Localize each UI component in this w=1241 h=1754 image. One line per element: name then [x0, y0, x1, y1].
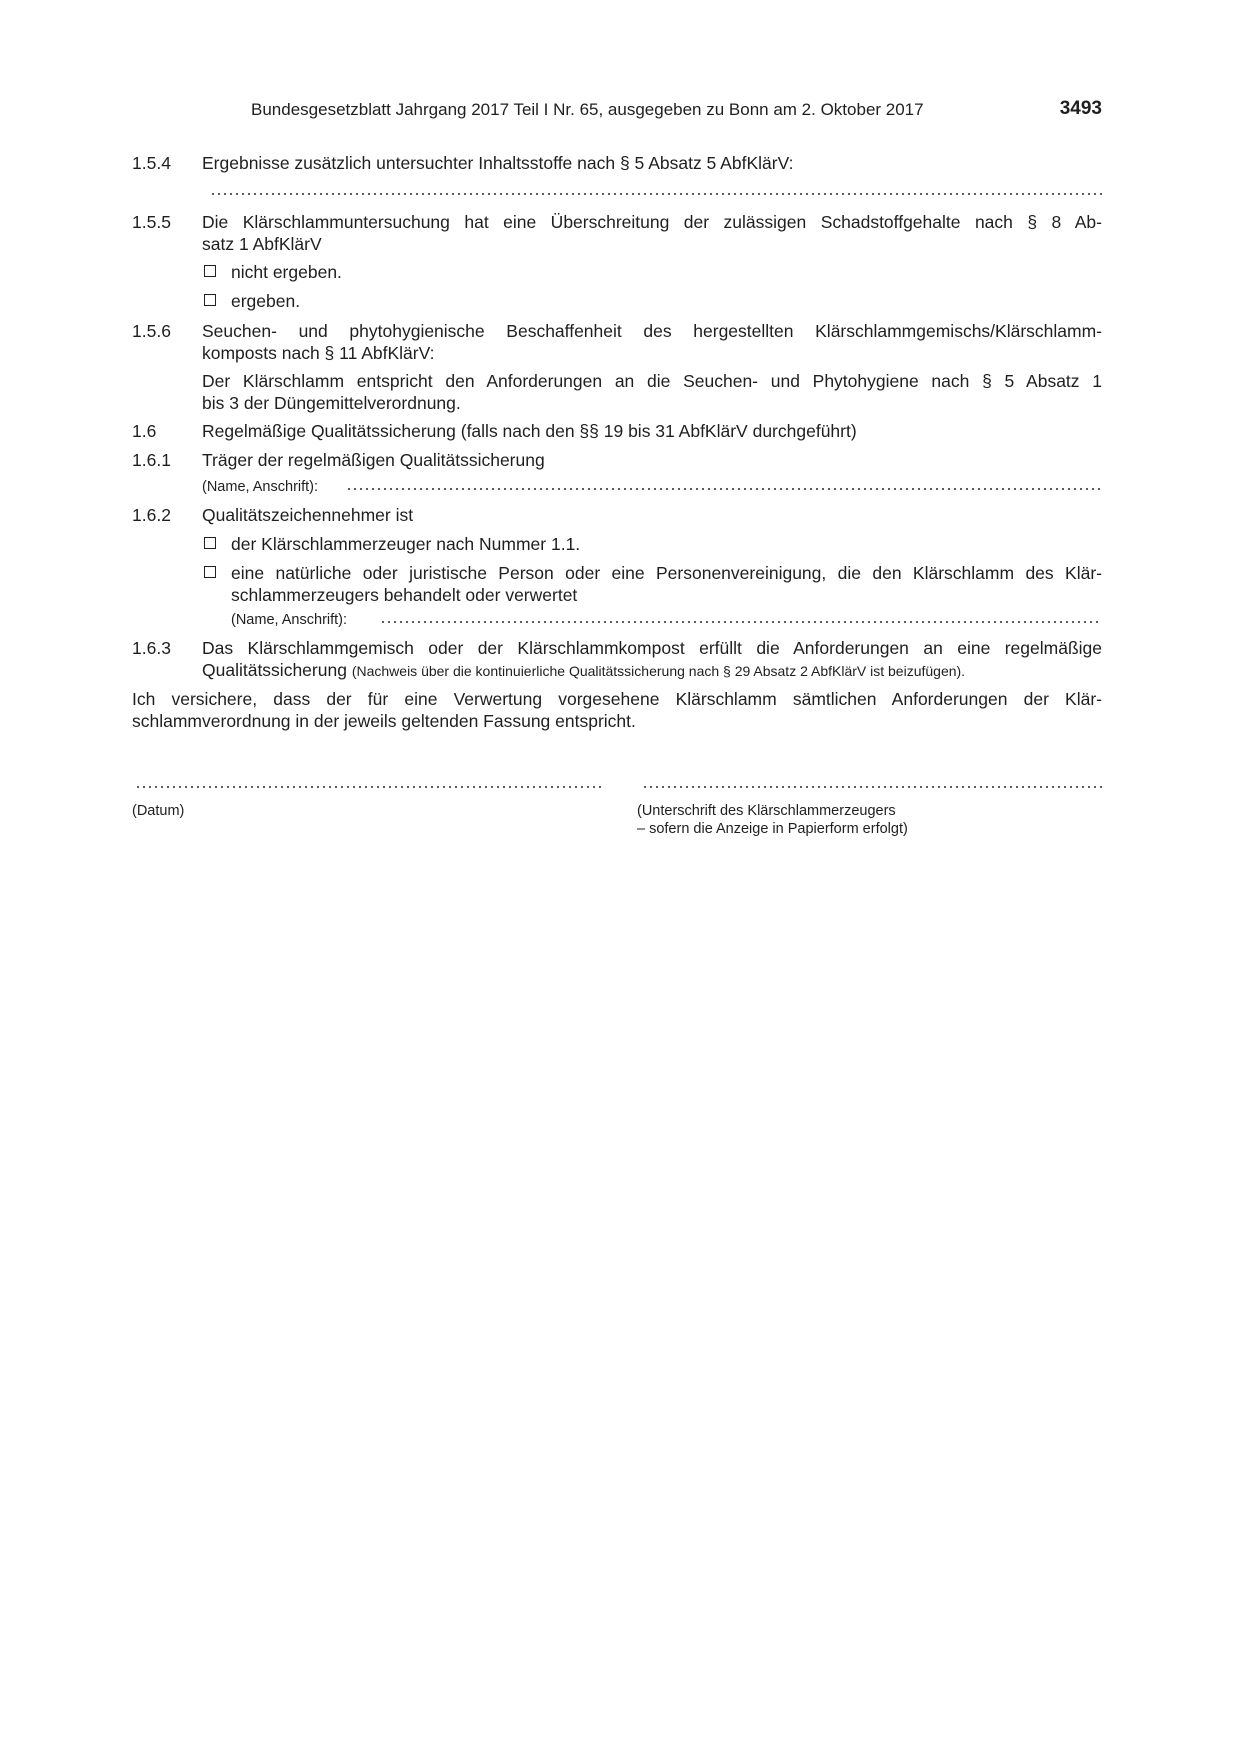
signature-fill-line[interactable] [642, 781, 1102, 793]
date-label: (Datum) [132, 803, 185, 819]
section-text-main: Qualitätssicherung [202, 660, 347, 680]
section-number: 1.6.2 [132, 505, 171, 525]
checkbox-icon[interactable] [204, 294, 216, 306]
fill-line-name-address[interactable] [346, 483, 1102, 495]
signature-label-line1: (Unterschrift des Klärschlammerzeugers [637, 803, 896, 819]
option-label-line1: eine natürliche oder juristische Person oder eine Personenvereinigung, die den Klärschlamm des Klär- [231, 563, 1102, 583]
option-label: ergeben. [231, 291, 301, 311]
section-text: Qualitätszeichennehmer ist [202, 505, 414, 525]
section-text-line1: Das Klärschlammgemisch oder der Klärschlammkompost erfüllt die Anforderungen an eine regelmäßige [202, 638, 1102, 658]
option-label: der Klärschlammerzeuger nach Nummer 1.1. [231, 534, 581, 554]
option-person[interactable] [202, 562, 1102, 606]
section-text-line1: Seuchen- und phytohygienische Beschaffenheit des hergestellten Klärschlammgemischs/Klärschlamm- [202, 321, 1102, 341]
option-label-line2: schlammerzeugers behandelt oder verwertet [231, 585, 578, 605]
section-number: 1.5.4 [132, 153, 171, 173]
page-number: 3493 [1059, 98, 1102, 119]
field-label-name-address: (Name, Anschrift): [231, 612, 348, 628]
section-text-note: (Nachweis über die kontinuierliche Qualitätssicherung nach § 29 Absatz 2 AbfKlärV ist beizufügen). [351, 663, 966, 679]
checkbox-icon[interactable] [204, 537, 216, 549]
section-number: 1.6 [132, 421, 157, 441]
section-1-6-3 [132, 637, 1102, 681]
section-text-line2 [202, 659, 1102, 682]
field-label-name-address: (Name, Anschrift): [202, 479, 319, 495]
section-text: Träger der regelmäßigen Qualitätssicherung [202, 450, 545, 470]
section-text-line1: Die Klärschlammuntersuchung hat eine Überschreitung der zulässigen Schadstoffgehalte nach § 8 Ab- [202, 212, 1102, 232]
section-number: 1.6.3 [132, 638, 171, 658]
section-number: 1.5.6 [132, 321, 171, 341]
fill-line-name-address[interactable] [380, 616, 1102, 628]
section-text-line2: satz 1 AbfKlärV [202, 234, 322, 254]
signature-label-line2: – sofern die Anzeige in Papierform erfolgt) [637, 821, 908, 837]
section-text: Regelmäßige Qualitätssicherung (falls nach den §§ 19 bis 31 AbfKlärV durchgeführt) [202, 421, 857, 441]
section-1-5-6 [132, 320, 1102, 364]
section-text: Ergebnisse zusätzlich untersuchter Inhaltsstoffe nach § 5 Absatz 5 AbfKlärV: [202, 153, 794, 173]
checkbox-icon[interactable] [204, 566, 216, 578]
page-header [132, 100, 1102, 124]
section-number: 1.5.5 [132, 212, 171, 232]
header-title: Bundesgesetzblatt Jahrgang 2017 Teil I Nr. 65, ausgegeben zu Bonn am 2. Oktober 2017 [251, 100, 924, 119]
declaration-line2: schlammverordnung in der jeweils geltenden Fassung entspricht. [132, 711, 636, 731]
checkbox-icon[interactable] [204, 265, 216, 277]
date-fill-line[interactable] [135, 781, 601, 793]
hygiene-note-line2: bis 3 der Düngemittelverordnung. [202, 393, 461, 413]
option-label: nicht ergeben. [231, 262, 342, 282]
fill-line-results[interactable] [210, 188, 1102, 200]
hygiene-note-line1: Der Klärschlamm entspricht den Anforderungen an die Seuchen- und Phytohygiene nach § 5 Absatz 1 [202, 371, 1102, 391]
declaration-line1: Ich versichere, dass der für eine Verwertung vorgesehene Klärschlamm sämtlichen Anforderungen der Klär- [132, 689, 1102, 709]
section-1-5-5 [132, 211, 1102, 255]
section-number: 1.6.1 [132, 450, 171, 470]
section-text-line2: komposts nach § 11 AbfKlärV: [202, 343, 435, 363]
